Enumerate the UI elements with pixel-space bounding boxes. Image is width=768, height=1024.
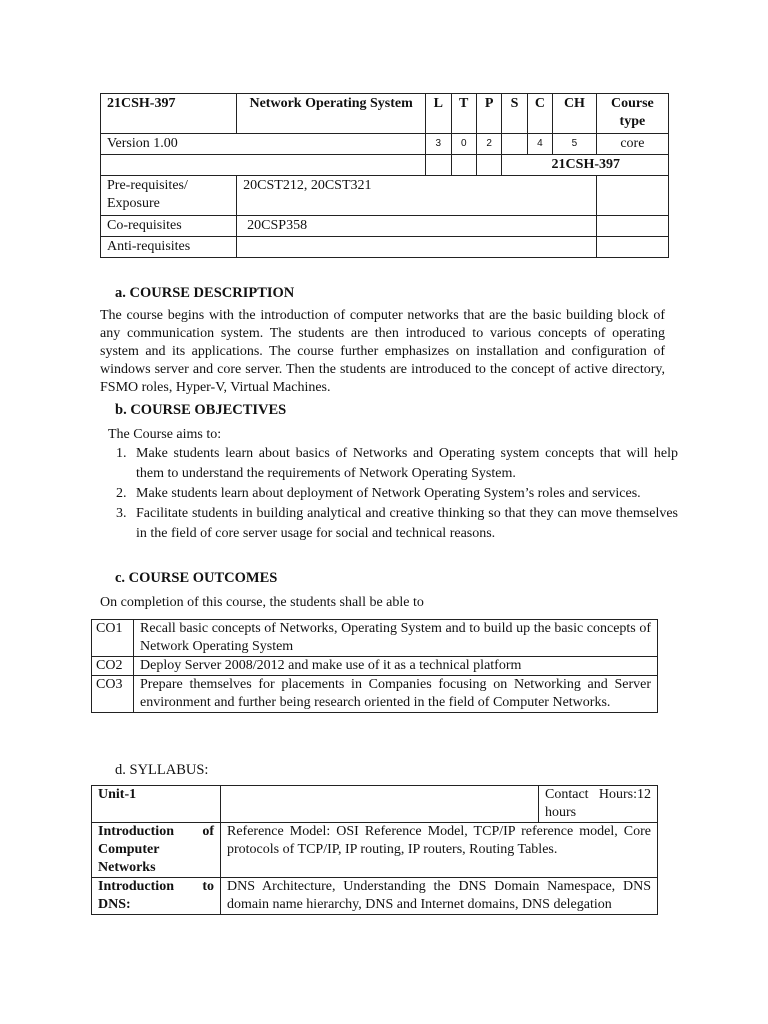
syllabus-row bbox=[92, 823, 658, 878]
empty-cell bbox=[221, 786, 539, 823]
empty-cell bbox=[426, 155, 451, 176]
course-header-table bbox=[100, 93, 669, 258]
version-cell: Version 1.00 bbox=[101, 134, 426, 155]
outcome-code: CO3 bbox=[92, 676, 134, 713]
objective-number: 3. bbox=[116, 506, 127, 521]
objective-item bbox=[116, 504, 678, 544]
syllabus-topic: Introduction of Computer Networks bbox=[92, 823, 221, 878]
course-code-repeat: 21CSH-397 bbox=[502, 155, 669, 176]
outcome-text: Deploy Server 2008/2012 and make use of it as a technical platform bbox=[134, 657, 658, 676]
ch-value: 5 bbox=[553, 134, 597, 155]
col-l-header: L bbox=[426, 94, 451, 134]
objectives-list bbox=[116, 444, 678, 544]
col-s-header: S bbox=[502, 94, 527, 134]
objective-text: Make students learn about deployment of Network Operating System’s roles and services. bbox=[136, 486, 641, 501]
prereq-value: 20CST212, 20CST321 bbox=[237, 176, 597, 216]
outcome-code: CO1 bbox=[92, 620, 134, 657]
col-type-header: Course type bbox=[596, 94, 668, 134]
l-value: 3 bbox=[426, 134, 451, 155]
syllabus-content: Reference Model: OSI Reference Model, TCP/IP reference model, Core protocols of TCP/IP, IP routing, IP routers, Routing Tables. bbox=[221, 823, 658, 878]
objectives-intro: The Course aims to: bbox=[108, 427, 222, 442]
syllabus-heading: d. SYLLABUS: bbox=[115, 762, 209, 778]
course-name-cell: Network Operating System bbox=[237, 94, 426, 134]
contact-hours: Contact Hours:12 hours bbox=[539, 786, 658, 823]
course-description-text: The course begins with the introduction of computer networks that are the basic building block of any communication system. The students are then introduced to various concepts of operating system and its applications. The course further emphasizes on installation and configuration of windows server and core server. Then the students are introduced to the concept of active directory, FSMO roles, Hyper-V, Virtual Machines. bbox=[100, 308, 665, 395]
t-value: 0 bbox=[451, 134, 476, 155]
outcome-text: Recall basic concepts of Networks, Operating System and to build up the basic concepts of Network Operating System bbox=[134, 620, 658, 657]
objective-number: 1. bbox=[116, 446, 127, 461]
coreq-label: Co-requisites bbox=[101, 216, 237, 237]
objective-text: Make students learn about basics of Networks and Operating system concepts that will help them to understand the requirements of Network Operating System. bbox=[136, 446, 678, 481]
objective-item bbox=[116, 444, 678, 484]
syllabus-unit-row bbox=[92, 786, 658, 823]
course-outcomes-heading: c. COURSE OUTCOMES bbox=[115, 570, 278, 586]
outcome-row bbox=[92, 620, 658, 657]
outcome-row bbox=[92, 676, 658, 713]
syllabus-row bbox=[92, 878, 658, 915]
objective-item bbox=[116, 484, 678, 504]
col-c-header: C bbox=[527, 94, 552, 134]
outcomes-intro: On completion of this course, the students shall be able to bbox=[100, 595, 424, 610]
empty-cell bbox=[596, 176, 668, 216]
outcome-text: Prepare themselves for placements in Companies focusing on Networking and Server environment and further being research oriented in the field of Computer Networks. bbox=[134, 676, 658, 713]
empty-cell bbox=[101, 155, 426, 176]
syllabus-content: DNS Architecture, Understanding the DNS Domain Namespace, DNS domain name hierarchy, DNS and Internet domains, DNS delegation bbox=[221, 878, 658, 915]
p-value: 2 bbox=[476, 134, 501, 155]
empty-cell bbox=[451, 155, 476, 176]
prereq-label: Pre-requisites/ Exposure bbox=[101, 176, 237, 216]
course-description-heading: a. COURSE DESCRIPTION bbox=[115, 285, 295, 301]
s-value bbox=[502, 134, 527, 155]
empty-cell bbox=[596, 237, 668, 258]
outcome-row bbox=[92, 657, 658, 676]
coreq-value: 20CSP358 bbox=[237, 216, 597, 237]
unit-label: Unit-1 bbox=[92, 786, 221, 823]
col-p-header: P bbox=[476, 94, 501, 134]
course-outcomes-table bbox=[91, 619, 658, 713]
syllabus-table bbox=[91, 785, 658, 915]
outcome-code: CO2 bbox=[92, 657, 134, 676]
course-code-cell: 21CSH-397 bbox=[101, 94, 237, 134]
col-t-header: T bbox=[451, 94, 476, 134]
col-ch-header: CH bbox=[553, 94, 597, 134]
objective-number: 2. bbox=[116, 486, 127, 501]
objective-text: Facilitate students in building analytical and creative thinking so that they can move themselves in the field of core server usage for social and technical reasons. bbox=[136, 506, 678, 541]
antireq-value bbox=[237, 237, 597, 258]
empty-cell bbox=[596, 216, 668, 237]
antireq-label: Anti-requisites bbox=[101, 237, 237, 258]
syllabus-topic: Introduction to DNS: bbox=[92, 878, 221, 915]
type-value: core bbox=[596, 134, 668, 155]
c-value: 4 bbox=[527, 134, 552, 155]
empty-cell bbox=[476, 155, 501, 176]
course-objectives-heading: b. COURSE OBJECTIVES bbox=[115, 402, 287, 418]
